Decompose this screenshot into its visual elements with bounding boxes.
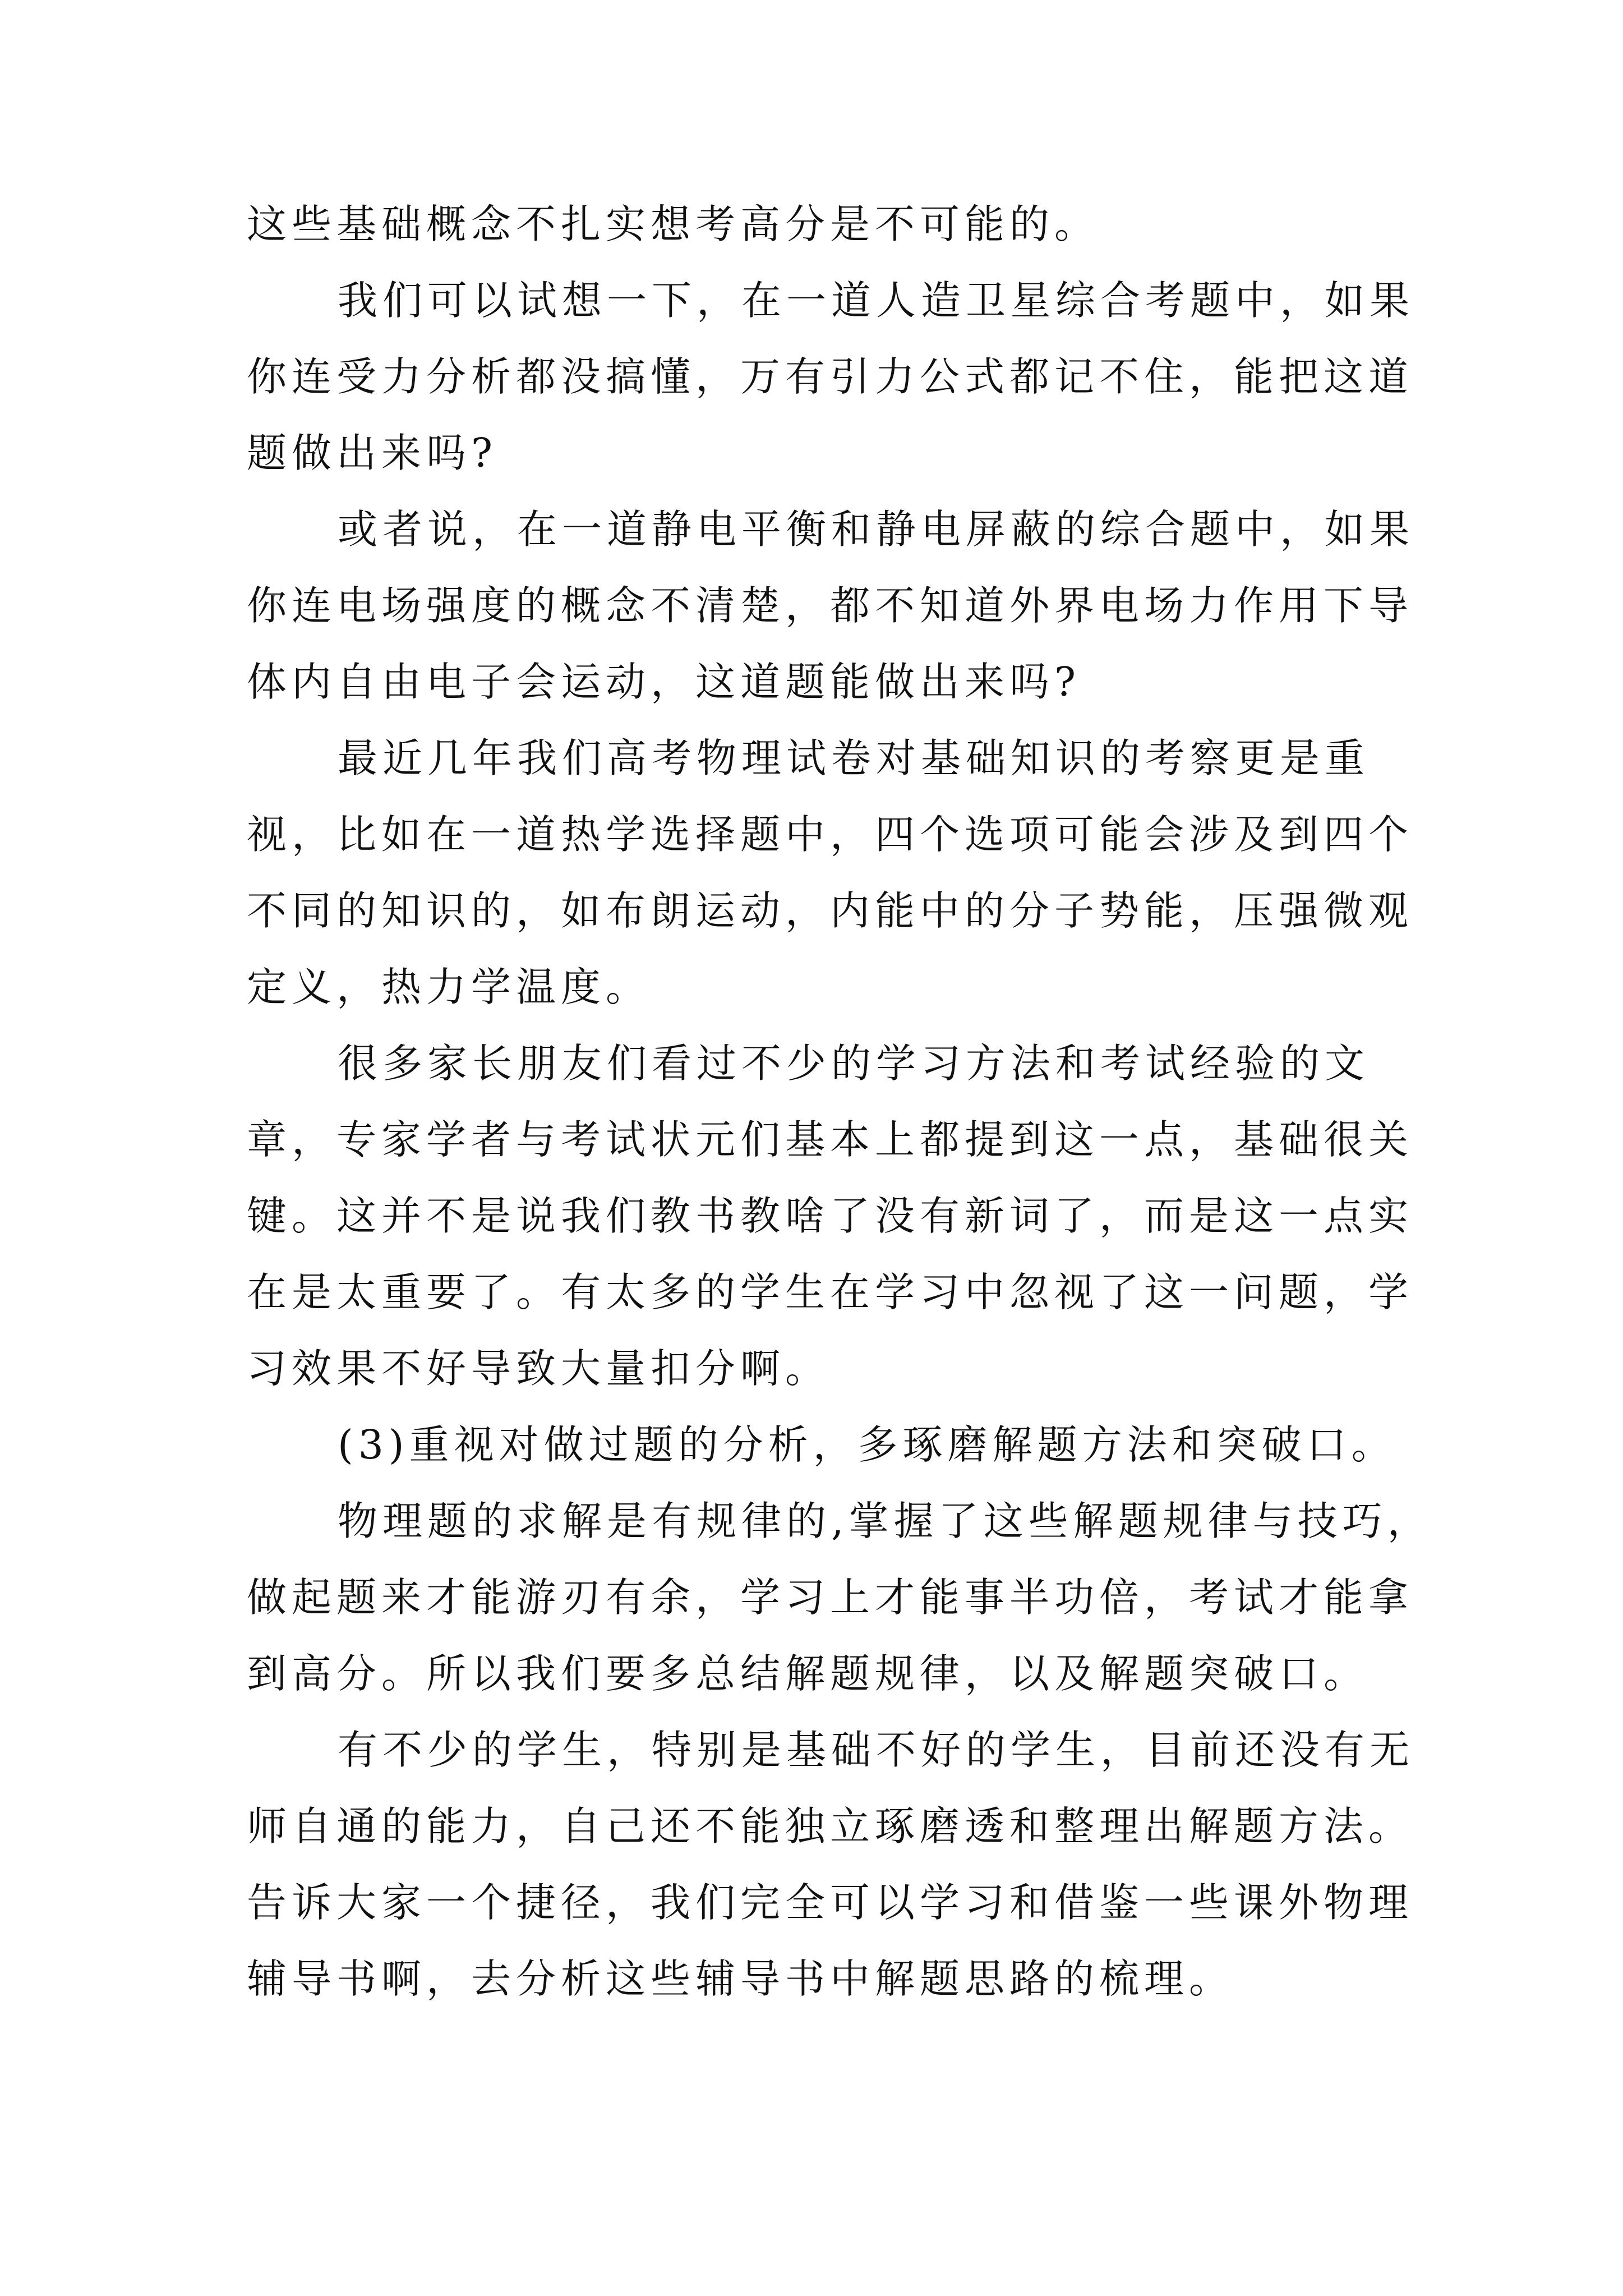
paragraph-line: 题做出来吗? [247, 430, 498, 476]
paragraph-line: 或者说，在一道静电平衡和静电屏蔽的综合题中，如果 [338, 506, 1415, 553]
paragraph-line: 不同的知识的，如布朗运动，内能中的分子势能，压强微观 [247, 887, 1414, 934]
paragraph-line: 体内自由电子会运动，这道题能做出来吗? [247, 659, 1081, 705]
paragraph-line: 到高分。所以我们要多总结解题规律，以及解题突破口。 [247, 1650, 1369, 1697]
paragraph-line: 定义，热力学温度。 [247, 964, 651, 1010]
section-heading: (3)重视对做过题的分析，多琢磨解题方法和突破口。 [338, 1421, 1396, 1468]
paragraph-line: 在是太重要了。有太多的学生在学习中忽视了这一问题，学 [247, 1269, 1414, 1315]
paragraph-line: 键。这并不是说我们教书教啥了没有新词了，而是这一点实 [247, 1193, 1414, 1239]
paragraph-line: 有不少的学生，特别是基础不好的学生，目前还没有无 [338, 1727, 1415, 1773]
paragraph-line: 最近几年我们高考物理试卷对基础知识的考察更是重 [338, 735, 1370, 781]
document-body [247, 186, 1432, 2017]
paragraph-line: 习效果不好导致大量扣分啊。 [247, 1345, 831, 1392]
paragraph-line: 很多家长朋友们看过不少的学习方法和考试经验的文 [338, 1040, 1370, 1087]
paragraph-line: 做起题来才能游刃有余，学习上才能事半功倍，考试才能拿 [247, 1574, 1414, 1621]
paragraph-line: 你连受力分析都没搞懂，万有引力公式都记不住，能把这道 [247, 353, 1414, 400]
paragraph-line: 我们可以试想一下，在一道人造卫星综合考题中，如果 [338, 277, 1415, 324]
paragraph-line: 辅导书啊，去分析这些辅导书中解题思路的梳理。 [247, 1955, 1234, 2002]
paragraph-line: 告诉大家一个捷径，我们完全可以学习和借鉴一些课外物理 [247, 1879, 1414, 1926]
paragraph-line: 物理题的求解是有规律的,掌握了这些解题规律与技巧， [338, 1498, 1432, 1544]
paragraph-line: 师自通的能力，自己还不能独立琢磨透和整理出解题方法。 [247, 1803, 1414, 1849]
paragraph-line: 你连电场强度的概念不清楚，都不知道外界电场力作用下导 [247, 582, 1414, 629]
paragraph-line: 这些基础概念不扎实想考高分是不可能的。 [247, 201, 1100, 247]
paragraph-line: 章，专家学者与考试状元们基本上都提到这一点，基础很关 [247, 1116, 1414, 1163]
paragraph-line: 视，比如在一道热学选择题中，四个选项可能会涉及到四个 [247, 811, 1414, 858]
